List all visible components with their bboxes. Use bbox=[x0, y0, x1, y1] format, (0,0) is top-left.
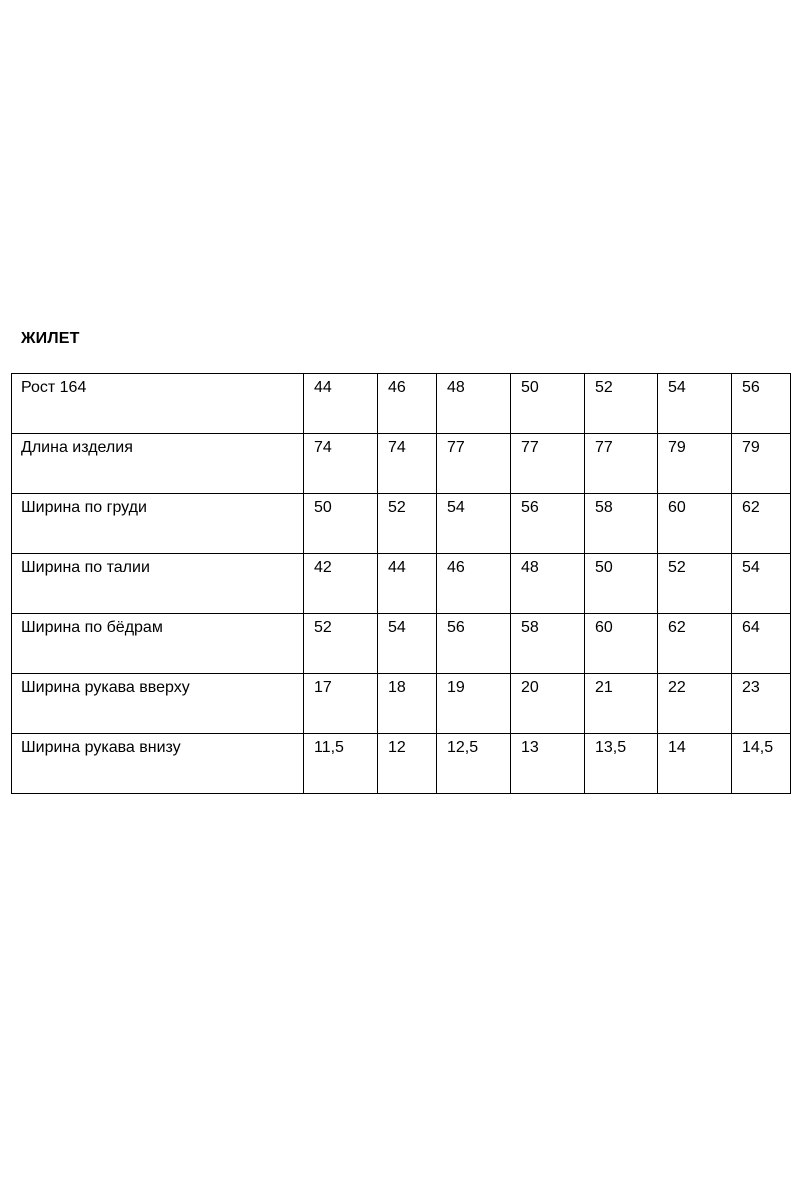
table-cell: 52 bbox=[585, 374, 658, 434]
table-cell: 48 bbox=[437, 374, 511, 434]
table-cell: 62 bbox=[658, 614, 732, 674]
row-label: Ширина по груди bbox=[12, 494, 304, 554]
row-label: Длина изделия bbox=[12, 434, 304, 494]
table-row-sleeve-top bbox=[12, 674, 791, 734]
table-cell: 54 bbox=[732, 554, 791, 614]
table-cell: 21 bbox=[585, 674, 658, 734]
table-cell: 48 bbox=[511, 554, 585, 614]
table-cell: 58 bbox=[511, 614, 585, 674]
table-cell: 77 bbox=[437, 434, 511, 494]
size-table-body bbox=[12, 374, 791, 794]
table-cell: 58 bbox=[585, 494, 658, 554]
table-cell: 64 bbox=[732, 614, 791, 674]
table-cell: 13,5 bbox=[585, 734, 658, 794]
table-cell: 13 bbox=[511, 734, 585, 794]
table-cell: 42 bbox=[304, 554, 378, 614]
table-cell: 79 bbox=[732, 434, 791, 494]
table-cell: 46 bbox=[437, 554, 511, 614]
page-title: ЖИЛЕТ bbox=[21, 330, 80, 347]
table-cell: 52 bbox=[304, 614, 378, 674]
row-label: Ширина рукава внизу bbox=[12, 734, 304, 794]
table-row-height bbox=[12, 374, 791, 434]
table-cell: 20 bbox=[511, 674, 585, 734]
table-cell: 19 bbox=[437, 674, 511, 734]
table-cell: 12,5 bbox=[437, 734, 511, 794]
row-label: Ширина по талии bbox=[12, 554, 304, 614]
table-cell: 74 bbox=[378, 434, 437, 494]
table-row-length bbox=[12, 434, 791, 494]
table-cell: 60 bbox=[658, 494, 732, 554]
table-cell: 23 bbox=[732, 674, 791, 734]
table-cell: 17 bbox=[304, 674, 378, 734]
table-row-hips bbox=[12, 614, 791, 674]
table-cell: 52 bbox=[378, 494, 437, 554]
table-cell: 74 bbox=[304, 434, 378, 494]
table-cell: 44 bbox=[304, 374, 378, 434]
table-cell: 46 bbox=[378, 374, 437, 434]
table-cell: 52 bbox=[658, 554, 732, 614]
table-cell: 44 bbox=[378, 554, 437, 614]
table-cell: 14 bbox=[658, 734, 732, 794]
table-row-sleeve-bottom bbox=[12, 734, 791, 794]
table-cell: 56 bbox=[732, 374, 791, 434]
table-cell: 54 bbox=[378, 614, 437, 674]
table-cell: 62 bbox=[732, 494, 791, 554]
table-cell: 54 bbox=[658, 374, 732, 434]
row-label: Ширина рукава вверху bbox=[12, 674, 304, 734]
table-cell: 54 bbox=[437, 494, 511, 554]
table-cell: 11,5 bbox=[304, 734, 378, 794]
table-cell: 50 bbox=[304, 494, 378, 554]
table-cell: 79 bbox=[658, 434, 732, 494]
table-cell: 14,5 bbox=[732, 734, 791, 794]
table-cell: 50 bbox=[511, 374, 585, 434]
table-cell: 18 bbox=[378, 674, 437, 734]
table-cell: 60 bbox=[585, 614, 658, 674]
table-cell: 50 bbox=[585, 554, 658, 614]
table-row-chest bbox=[12, 494, 791, 554]
size-table bbox=[11, 373, 791, 794]
row-label: Ширина по бёдрам bbox=[12, 614, 304, 674]
table-cell: 56 bbox=[511, 494, 585, 554]
table-cell: 77 bbox=[585, 434, 658, 494]
table-cell: 22 bbox=[658, 674, 732, 734]
table-cell: 77 bbox=[511, 434, 585, 494]
row-label: Рост 164 bbox=[12, 374, 304, 434]
table-cell: 56 bbox=[437, 614, 511, 674]
table-row-waist bbox=[12, 554, 791, 614]
table-cell: 12 bbox=[378, 734, 437, 794]
